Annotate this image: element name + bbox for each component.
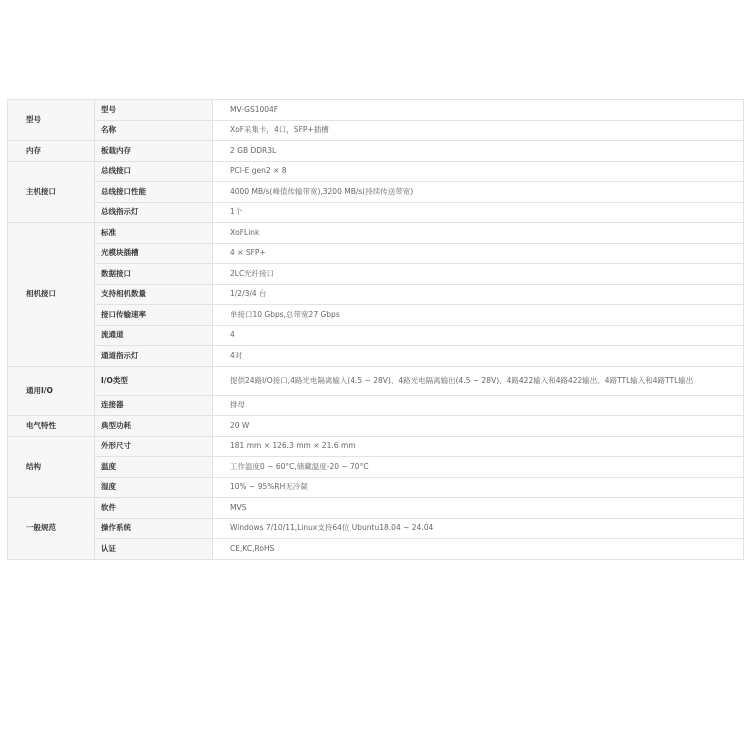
table-row	[8, 395, 744, 416]
spec-key-humidity: 湿度	[95, 477, 213, 498]
table-row	[8, 346, 744, 367]
table-row	[8, 141, 744, 162]
group-label-general-spec: 一般规范	[8, 498, 95, 560]
group-label-memory: 内存	[8, 141, 95, 162]
spec-key-power: 典型功耗	[95, 416, 213, 437]
group-label-camera-interface: 相机接口	[8, 223, 95, 367]
table-row	[8, 325, 744, 346]
spec-key-model: 型号	[95, 100, 213, 121]
table-row	[8, 518, 744, 539]
table-row	[8, 498, 744, 519]
spec-value-optical-slot: 4 × SFP+	[213, 243, 744, 264]
spec-value-host-performance: 4000 MB/s(峰值传输带宽),3200 MB/s(持续传送带宽)	[213, 182, 744, 203]
spec-value-software: MVS	[213, 498, 744, 519]
spec-value-connector: 排母	[213, 395, 744, 416]
table-row	[8, 120, 744, 141]
spec-key-host-performance: 总线接口性能	[95, 182, 213, 203]
table-row	[8, 100, 744, 121]
spec-key-temperature: 温度	[95, 457, 213, 478]
spec-value-certification: CE,KC,RoHS	[213, 539, 744, 560]
table-row	[8, 182, 744, 203]
table-row	[8, 416, 744, 437]
spec-table	[7, 99, 744, 560]
table-row	[8, 223, 744, 244]
spec-value-camera-count: 1/2/3/4 台	[213, 284, 744, 305]
table-row	[8, 243, 744, 264]
table-row	[8, 264, 744, 285]
table-row	[8, 305, 744, 326]
spec-key-name: 名称	[95, 120, 213, 141]
table-row	[8, 202, 744, 223]
spec-key-host-led: 总线指示灯	[95, 202, 213, 223]
table-row	[8, 284, 744, 305]
spec-value-transfer-rate: 单接口10 Gbps,总带宽27 Gbps	[213, 305, 744, 326]
spec-value-temperature: 工作温度0 ~ 60°C,储藏温度-20 ~ 70°C	[213, 457, 744, 478]
spec-key-io-type: I/O类型	[95, 366, 213, 395]
spec-key-optical-slot: 光模块插槽	[95, 243, 213, 264]
spec-key-host-bus: 总线接口	[95, 161, 213, 182]
spec-value-channel-led: 4对	[213, 346, 744, 367]
spec-value-name: XoF采集卡，4口，SFP+插槽	[213, 120, 744, 141]
table-row	[8, 436, 744, 457]
spec-key-dimensions: 外形尺寸	[95, 436, 213, 457]
spec-key-camera-count: 支持相机数量	[95, 284, 213, 305]
spec-key-os: 操作系统	[95, 518, 213, 539]
spec-value-power: 20 W	[213, 416, 744, 437]
spec-value-camera-standard: XoFLink	[213, 223, 744, 244]
spec-value-os: Windows 7/10/11,Linux支持64位 Ubuntu18.04 ~ 24.04	[213, 518, 744, 539]
group-label-model: 型号	[8, 100, 95, 141]
table-row	[8, 457, 744, 478]
spec-key-connector: 连接器	[95, 395, 213, 416]
spec-key-transfer-rate: 接口传输速率	[95, 305, 213, 326]
group-label-general-io: 通用I/O	[8, 366, 95, 416]
spec-value-dimensions: 181 mm × 126.3 mm × 21.6 mm	[213, 436, 744, 457]
spec-value-model: MV-GS1004F	[213, 100, 744, 121]
spec-value-humidity: 10% ~ 95%RH无冷凝	[213, 477, 744, 498]
spec-value-host-led: 1个	[213, 202, 744, 223]
group-label-electrical: 电气特性	[8, 416, 95, 437]
spec-value-io-type: 提供24路I/O接口,4路光电隔离输入(4.5 ~ 28V)、4路光电隔离输出(4.5 ~ 28V)、4路422输入和4路422输出、4路TTL输入和4路TTL输出	[213, 366, 744, 395]
table-row	[8, 477, 744, 498]
spec-value-host-bus: PCI-E gen2 × 8	[213, 161, 744, 182]
group-label-structure: 结构	[8, 436, 95, 498]
spec-key-data-interface: 数据接口	[95, 264, 213, 285]
spec-key-memory: 板载内存	[95, 141, 213, 162]
spec-value-stream-channel: 4	[213, 325, 744, 346]
table-row	[8, 366, 744, 395]
spec-key-software: 软件	[95, 498, 213, 519]
spec-key-camera-standard: 标准	[95, 223, 213, 244]
spec-key-channel-led: 通道指示灯	[95, 346, 213, 367]
table-row	[8, 539, 744, 560]
table-row	[8, 161, 744, 182]
spec-value-memory: 2 GB DDR3L	[213, 141, 744, 162]
group-label-host-interface: 主机接口	[8, 161, 95, 223]
spec-key-stream-channel: 流通道	[95, 325, 213, 346]
spec-key-certification: 认证	[95, 539, 213, 560]
spec-value-data-interface: 2LC光纤接口	[213, 264, 744, 285]
